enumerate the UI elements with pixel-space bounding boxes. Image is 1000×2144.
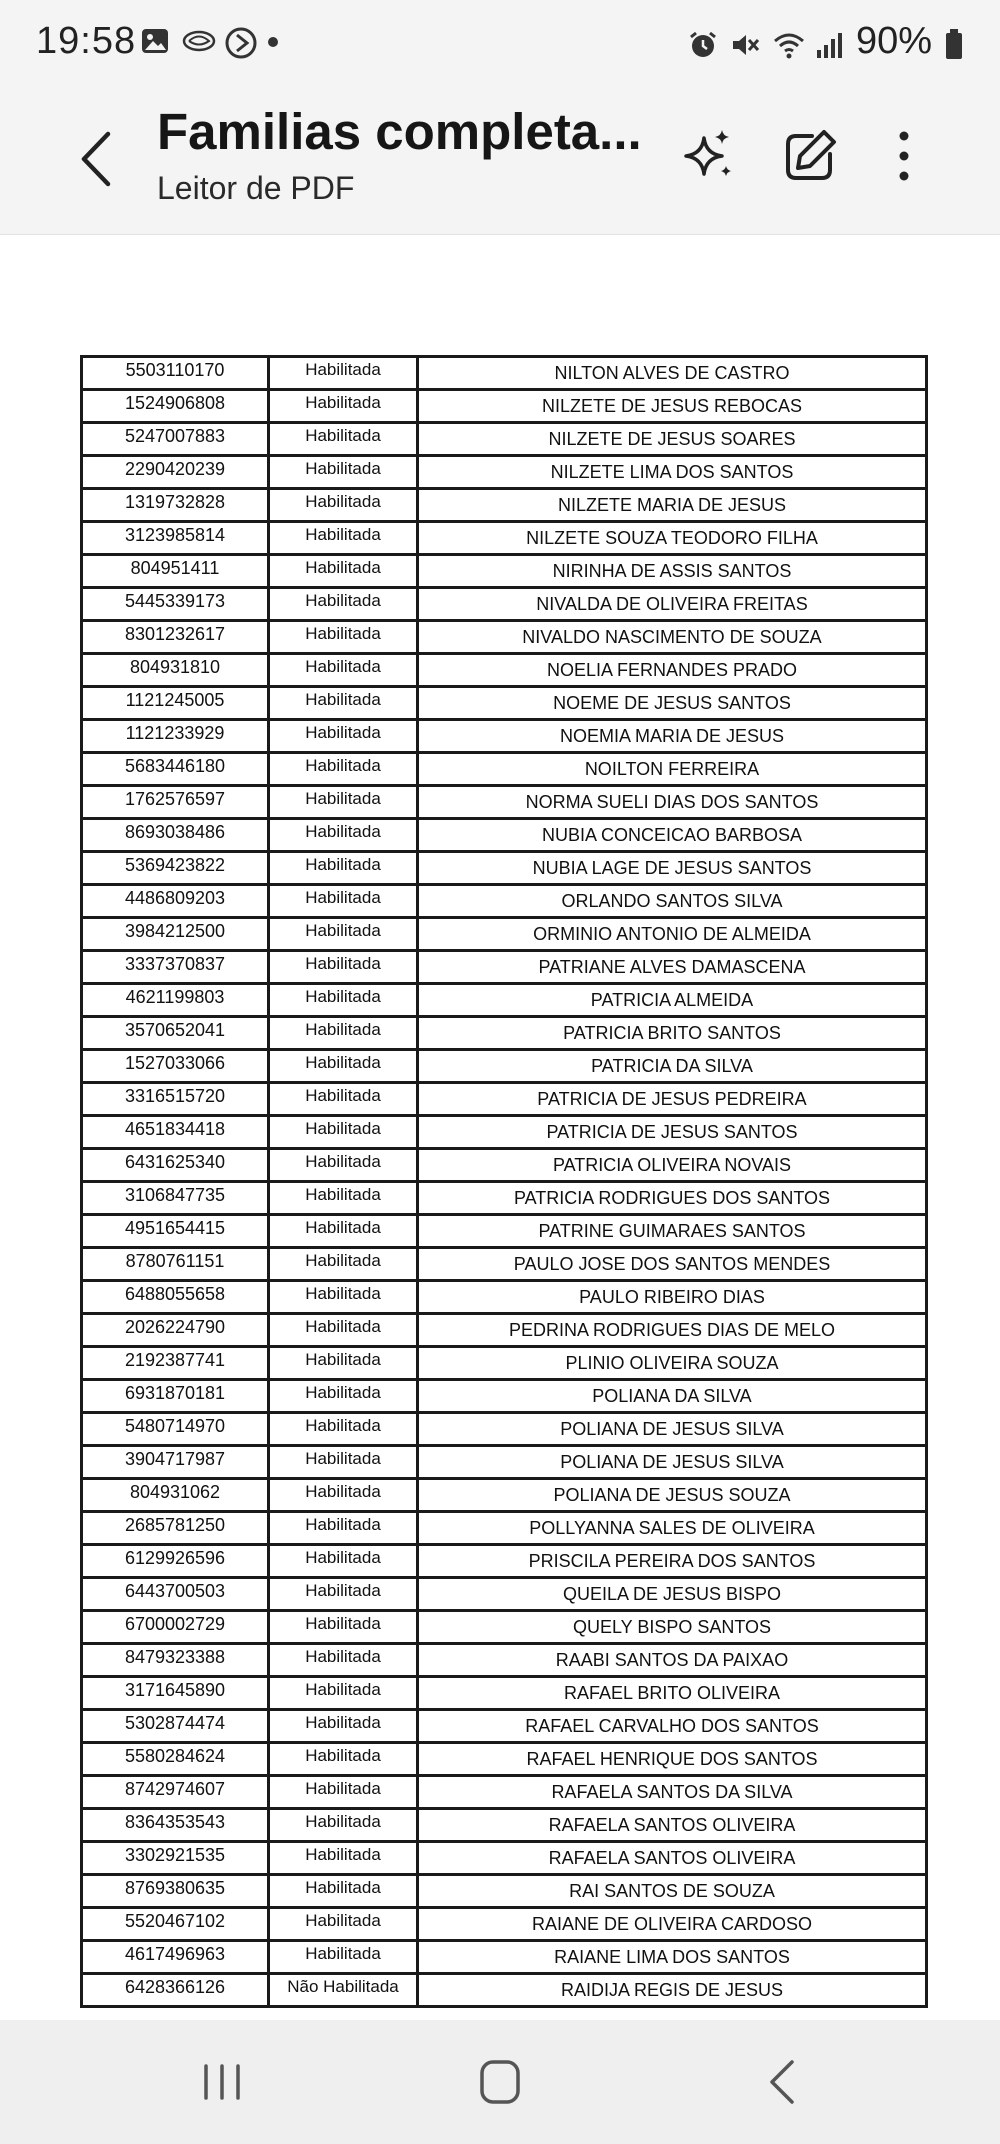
table-row bbox=[82, 357, 927, 390]
table-row bbox=[82, 1776, 927, 1809]
name-cell: PATRINE GUIMARAES SANTOS bbox=[418, 1215, 927, 1248]
circle-play-icon bbox=[224, 26, 254, 56]
nis-cell: 5683446180 bbox=[82, 753, 269, 786]
status-bar bbox=[0, 0, 1000, 84]
table-row bbox=[82, 489, 927, 522]
status-cell: Habilitada bbox=[269, 1050, 418, 1083]
status-cell: Habilitada bbox=[269, 1941, 418, 1974]
table-row bbox=[82, 1380, 927, 1413]
name-cell: NIVALDO NASCIMENTO DE SOUZA bbox=[418, 621, 927, 654]
nis-cell: 5520467102 bbox=[82, 1908, 269, 1941]
status-cell: Habilitada bbox=[269, 1677, 418, 1710]
alarm-icon bbox=[688, 27, 718, 57]
status-cell: Habilitada bbox=[269, 390, 418, 423]
status-cell: Habilitada bbox=[269, 852, 418, 885]
status-notification-icons bbox=[140, 26, 280, 56]
table-row bbox=[82, 654, 927, 687]
nis-cell: 1524906808 bbox=[82, 390, 269, 423]
nis-cell: 5503110170 bbox=[82, 357, 269, 390]
nis-cell: 5302874474 bbox=[82, 1710, 269, 1743]
nis-cell: 6428366126 bbox=[82, 1974, 269, 2007]
nis-cell: 1319732828 bbox=[82, 489, 269, 522]
nis-cell: 8742974607 bbox=[82, 1776, 269, 1809]
status-cell: Habilitada bbox=[269, 423, 418, 456]
status-cell: Habilitada bbox=[269, 1215, 418, 1248]
edit-icon[interactable] bbox=[778, 124, 842, 188]
nis-cell: 6488055658 bbox=[82, 1281, 269, 1314]
status-cell: Habilitada bbox=[269, 1743, 418, 1776]
name-cell: NILZETE DE JESUS SOARES bbox=[418, 423, 927, 456]
status-cell: Habilitada bbox=[269, 1413, 418, 1446]
table-row bbox=[82, 1974, 927, 2007]
table-row bbox=[82, 1710, 927, 1743]
more-vertical-icon[interactable] bbox=[872, 124, 936, 188]
name-cell: RAFAEL HENRIQUE DOS SANTOS bbox=[418, 1743, 927, 1776]
name-cell: RAIANE LIMA DOS SANTOS bbox=[418, 1941, 927, 1974]
name-cell: NUBIA CONCEICAO BARBOSA bbox=[418, 819, 927, 852]
table-row bbox=[82, 555, 927, 588]
battery-percent: 90% bbox=[855, 20, 932, 62]
nis-cell: 8479323388 bbox=[82, 1644, 269, 1677]
table-row bbox=[82, 1479, 927, 1512]
nis-cell: 3302921535 bbox=[82, 1842, 269, 1875]
nis-cell: 1762576597 bbox=[82, 786, 269, 819]
name-cell: PRISCILA PEREIRA DOS SANTOS bbox=[418, 1545, 927, 1578]
families-table bbox=[80, 355, 928, 2008]
battery-icon bbox=[944, 27, 964, 57]
nis-cell: 6700002729 bbox=[82, 1611, 269, 1644]
name-cell: ORMINIO ANTONIO DE ALMEIDA bbox=[418, 918, 927, 951]
name-cell: PATRICIA DA SILVA bbox=[418, 1050, 927, 1083]
name-cell: QUEILA DE JESUS BISPO bbox=[418, 1578, 927, 1611]
name-cell: RAABI SANTOS DA PAIXAO bbox=[418, 1644, 927, 1677]
name-cell: PEDRINA RODRIGUES DIAS DE MELO bbox=[418, 1314, 927, 1347]
nis-cell: 6129926596 bbox=[82, 1545, 269, 1578]
nis-cell: 5247007883 bbox=[82, 423, 269, 456]
name-cell: NIVALDA DE OLIVEIRA FREITAS bbox=[418, 588, 927, 621]
table-row bbox=[82, 1050, 927, 1083]
name-cell: NUBIA LAGE DE JESUS SANTOS bbox=[418, 852, 927, 885]
name-cell: POLIANA DE JESUS SILVA bbox=[418, 1446, 927, 1479]
status-cell: Habilitada bbox=[269, 951, 418, 984]
nis-cell: 4617496963 bbox=[82, 1941, 269, 1974]
table-row bbox=[82, 1413, 927, 1446]
table-row bbox=[82, 984, 927, 1017]
table-row bbox=[82, 1743, 927, 1776]
nis-cell: 3106847735 bbox=[82, 1182, 269, 1215]
status-cell: Habilitada bbox=[269, 1710, 418, 1743]
nis-cell: 2290420239 bbox=[82, 456, 269, 489]
table-row bbox=[82, 456, 927, 489]
nis-cell: 3984212500 bbox=[82, 918, 269, 951]
nis-cell: 4951654415 bbox=[82, 1215, 269, 1248]
table-row bbox=[82, 1215, 927, 1248]
table-row bbox=[82, 390, 927, 423]
name-cell: POLIANA DE JESUS SILVA bbox=[418, 1413, 927, 1446]
status-cell: Habilitada bbox=[269, 1578, 418, 1611]
dot-icon bbox=[266, 26, 280, 56]
table-row bbox=[82, 918, 927, 951]
name-cell: RAIDIJA REGIS DE JESUS bbox=[418, 1974, 927, 2007]
name-cell: PLINIO OLIVEIRA SOUZA bbox=[418, 1347, 927, 1380]
mute-icon bbox=[730, 27, 760, 57]
name-cell: PATRICIA DE JESUS SANTOS bbox=[418, 1116, 927, 1149]
nis-cell: 3337370837 bbox=[82, 951, 269, 984]
sparkle-icon[interactable] bbox=[676, 124, 740, 188]
nis-cell: 2192387741 bbox=[82, 1347, 269, 1380]
name-cell: QUELY BISPO SANTOS bbox=[418, 1611, 927, 1644]
status-cell: Habilitada bbox=[269, 1809, 418, 1842]
name-cell: PATRICIA BRITO SANTOS bbox=[418, 1017, 927, 1050]
name-cell: NORMA SUELI DIAS DOS SANTOS bbox=[418, 786, 927, 819]
nis-cell: 804931810 bbox=[82, 654, 269, 687]
nis-cell: 3904717987 bbox=[82, 1446, 269, 1479]
app-header bbox=[0, 84, 1000, 235]
table-row bbox=[82, 1545, 927, 1578]
status-cell: Habilitada bbox=[269, 1479, 418, 1512]
table-row bbox=[82, 1182, 927, 1215]
nis-cell: 6443700503 bbox=[82, 1578, 269, 1611]
back-arrow-icon[interactable] bbox=[70, 124, 130, 194]
table-row bbox=[82, 1809, 927, 1842]
name-cell: PATRIANE ALVES DAMASCENA bbox=[418, 951, 927, 984]
name-cell: NILZETE MARIA DE JESUS bbox=[418, 489, 927, 522]
status-cell: Habilitada bbox=[269, 621, 418, 654]
nis-cell: 8769380635 bbox=[82, 1875, 269, 1908]
name-cell: RAFAELA SANTOS OLIVEIRA bbox=[418, 1809, 927, 1842]
name-cell: NOILTON FERREIRA bbox=[418, 753, 927, 786]
nis-cell: 6931870181 bbox=[82, 1380, 269, 1413]
table-row bbox=[82, 1281, 927, 1314]
nis-cell: 5480714970 bbox=[82, 1413, 269, 1446]
table-row bbox=[82, 522, 927, 555]
table-row bbox=[82, 1314, 927, 1347]
page-subtitle: Leitor de PDF bbox=[157, 170, 355, 206]
status-cell: Habilitada bbox=[269, 1182, 418, 1215]
name-cell: RAFAEL CARVALHO DOS SANTOS bbox=[418, 1710, 927, 1743]
status-cell: Habilitada bbox=[269, 555, 418, 588]
status-cell: Habilitada bbox=[269, 1281, 418, 1314]
table-row bbox=[82, 588, 927, 621]
handshake-icon bbox=[182, 26, 212, 56]
nis-cell: 8693038486 bbox=[82, 819, 269, 852]
status-cell: Habilitada bbox=[269, 1875, 418, 1908]
nis-cell: 5445339173 bbox=[82, 588, 269, 621]
name-cell: POLIANA DE JESUS SOUZA bbox=[418, 1479, 927, 1512]
nis-cell: 4651834418 bbox=[82, 1116, 269, 1149]
name-cell: RAFAELA SANTOS DA SILVA bbox=[418, 1776, 927, 1809]
table-row bbox=[82, 1248, 927, 1281]
name-cell: NIRINHA DE ASSIS SANTOS bbox=[418, 555, 927, 588]
name-cell: PATRICIA RODRIGUES DOS SANTOS bbox=[418, 1182, 927, 1215]
name-cell: NILTON ALVES DE CASTRO bbox=[418, 357, 927, 390]
status-cell: Habilitada bbox=[269, 885, 418, 918]
table-row bbox=[82, 951, 927, 984]
table-row bbox=[82, 885, 927, 918]
name-cell: NILZETE DE JESUS REBOCAS bbox=[418, 390, 927, 423]
status-cell: Habilitada bbox=[269, 1083, 418, 1116]
status-cell: Habilitada bbox=[269, 357, 418, 390]
table-row bbox=[82, 1611, 927, 1644]
status-cell: Habilitada bbox=[269, 819, 418, 852]
table-row bbox=[82, 1941, 927, 1974]
name-cell: PAULO JOSE DOS SANTOS MENDES bbox=[418, 1248, 927, 1281]
table-row bbox=[82, 1083, 927, 1116]
name-cell: RAFAELA SANTOS OLIVEIRA bbox=[418, 1842, 927, 1875]
nis-cell: 2685781250 bbox=[82, 1512, 269, 1545]
status-cell: Habilitada bbox=[269, 1380, 418, 1413]
name-cell: PATRICIA DE JESUS PEDREIRA bbox=[418, 1083, 927, 1116]
status-cell: Habilitada bbox=[269, 1248, 418, 1281]
nis-cell: 804951411 bbox=[82, 555, 269, 588]
signal-icon bbox=[814, 27, 844, 57]
name-cell: NILZETE LIMA DOS SANTOS bbox=[418, 456, 927, 489]
name-cell: NOELIA FERNANDES PRADO bbox=[418, 654, 927, 687]
status-cell: Habilitada bbox=[269, 1446, 418, 1479]
nis-cell: 1527033066 bbox=[82, 1050, 269, 1083]
status-cell: Habilitada bbox=[269, 1908, 418, 1941]
status-cell: Habilitada bbox=[269, 1644, 418, 1677]
status-cell: Habilitada bbox=[269, 1611, 418, 1644]
status-cell: Habilitada bbox=[269, 1149, 418, 1182]
table-row bbox=[82, 423, 927, 456]
nis-cell: 4621199803 bbox=[82, 984, 269, 1017]
status-cell: Habilitada bbox=[269, 984, 418, 1017]
nis-cell: 4486809203 bbox=[82, 885, 269, 918]
table-row bbox=[82, 1842, 927, 1875]
nis-cell: 5369423822 bbox=[82, 852, 269, 885]
table-row bbox=[82, 1017, 927, 1050]
nis-cell: 8364353543 bbox=[82, 1809, 269, 1842]
nis-cell: 3316515720 bbox=[82, 1083, 269, 1116]
status-cell: Habilitada bbox=[269, 1314, 418, 1347]
table-row bbox=[82, 720, 927, 753]
status-cell: Habilitada bbox=[269, 1017, 418, 1050]
name-cell: NILZETE SOUZA TEODORO FILHA bbox=[418, 522, 927, 555]
gallery-icon bbox=[140, 26, 170, 56]
table-row bbox=[82, 1644, 927, 1677]
nis-cell: 3570652041 bbox=[82, 1017, 269, 1050]
table-row bbox=[82, 1677, 927, 1710]
table-row bbox=[82, 753, 927, 786]
name-cell: NOEMIA MARIA DE JESUS bbox=[418, 720, 927, 753]
name-cell: POLLYANNA SALES DE OLIVEIRA bbox=[418, 1512, 927, 1545]
status-cell: Habilitada bbox=[269, 1842, 418, 1875]
table-row bbox=[82, 1116, 927, 1149]
name-cell: ORLANDO SANTOS SILVA bbox=[418, 885, 927, 918]
table-row bbox=[82, 1149, 927, 1182]
system-navigation-bar bbox=[0, 2020, 1000, 2144]
home-icon[interactable] bbox=[460, 2050, 540, 2114]
nis-cell: 3171645890 bbox=[82, 1677, 269, 1710]
table-row bbox=[82, 1512, 927, 1545]
table-row bbox=[82, 1578, 927, 1611]
name-cell: PAULO RIBEIRO DIAS bbox=[418, 1281, 927, 1314]
status-cell: Habilitada bbox=[269, 1347, 418, 1380]
status-cell: Habilitada bbox=[269, 588, 418, 621]
status-system-icons bbox=[688, 20, 964, 63]
status-cell: Habilitada bbox=[269, 654, 418, 687]
name-cell: RAIANE DE OLIVEIRA CARDOSO bbox=[418, 1908, 927, 1941]
wifi-icon bbox=[772, 27, 802, 57]
status-cell: Habilitada bbox=[269, 918, 418, 951]
status-cell: Habilitada bbox=[269, 786, 418, 819]
recent-apps-icon[interactable] bbox=[182, 2050, 262, 2114]
status-cell: Habilitada bbox=[269, 1512, 418, 1545]
nis-cell: 8780761151 bbox=[82, 1248, 269, 1281]
name-cell: PATRICIA ALMEIDA bbox=[418, 984, 927, 1017]
table-row bbox=[82, 819, 927, 852]
status-cell: Habilitada bbox=[269, 1776, 418, 1809]
nis-cell: 8301232617 bbox=[82, 621, 269, 654]
status-cell: Habilitada bbox=[269, 456, 418, 489]
table-row bbox=[82, 687, 927, 720]
table-row bbox=[82, 786, 927, 819]
status-cell: Habilitada bbox=[269, 720, 418, 753]
name-cell: PATRICIA OLIVEIRA NOVAIS bbox=[418, 1149, 927, 1182]
nis-cell: 804931062 bbox=[82, 1479, 269, 1512]
table-row bbox=[82, 1908, 927, 1941]
status-time: 19:58 bbox=[36, 20, 137, 62]
table-row bbox=[82, 852, 927, 885]
status-cell: Habilitada bbox=[269, 1545, 418, 1578]
page-title: Familias completa... bbox=[157, 103, 642, 160]
nis-cell: 2026224790 bbox=[82, 1314, 269, 1347]
back-icon[interactable] bbox=[742, 2050, 822, 2114]
name-cell: RAFAEL BRITO OLIVEIRA bbox=[418, 1677, 927, 1710]
nis-cell: 3123985814 bbox=[82, 522, 269, 555]
table-row bbox=[82, 1347, 927, 1380]
nis-cell: 1121233929 bbox=[82, 720, 269, 753]
nis-cell: 5580284624 bbox=[82, 1743, 269, 1776]
name-cell: POLIANA DA SILVA bbox=[418, 1380, 927, 1413]
status-cell: Habilitada bbox=[269, 489, 418, 522]
status-cell: Habilitada bbox=[269, 687, 418, 720]
table-row bbox=[82, 1875, 927, 1908]
table-row bbox=[82, 621, 927, 654]
status-cell: Habilitada bbox=[269, 753, 418, 786]
name-cell: RAI SANTOS DE SOUZA bbox=[418, 1875, 927, 1908]
families-list-table bbox=[80, 355, 928, 2008]
status-cell: Habilitada bbox=[269, 522, 418, 555]
table-row bbox=[82, 1446, 927, 1479]
pdf-document-page[interactable] bbox=[0, 235, 1000, 2020]
name-cell: NOEME DE JESUS SANTOS bbox=[418, 687, 927, 720]
status-cell: Não Habilitada bbox=[269, 1974, 418, 2007]
nis-cell: 1121245005 bbox=[82, 687, 269, 720]
status-cell: Habilitada bbox=[269, 1116, 418, 1149]
nis-cell: 6431625340 bbox=[82, 1149, 269, 1182]
